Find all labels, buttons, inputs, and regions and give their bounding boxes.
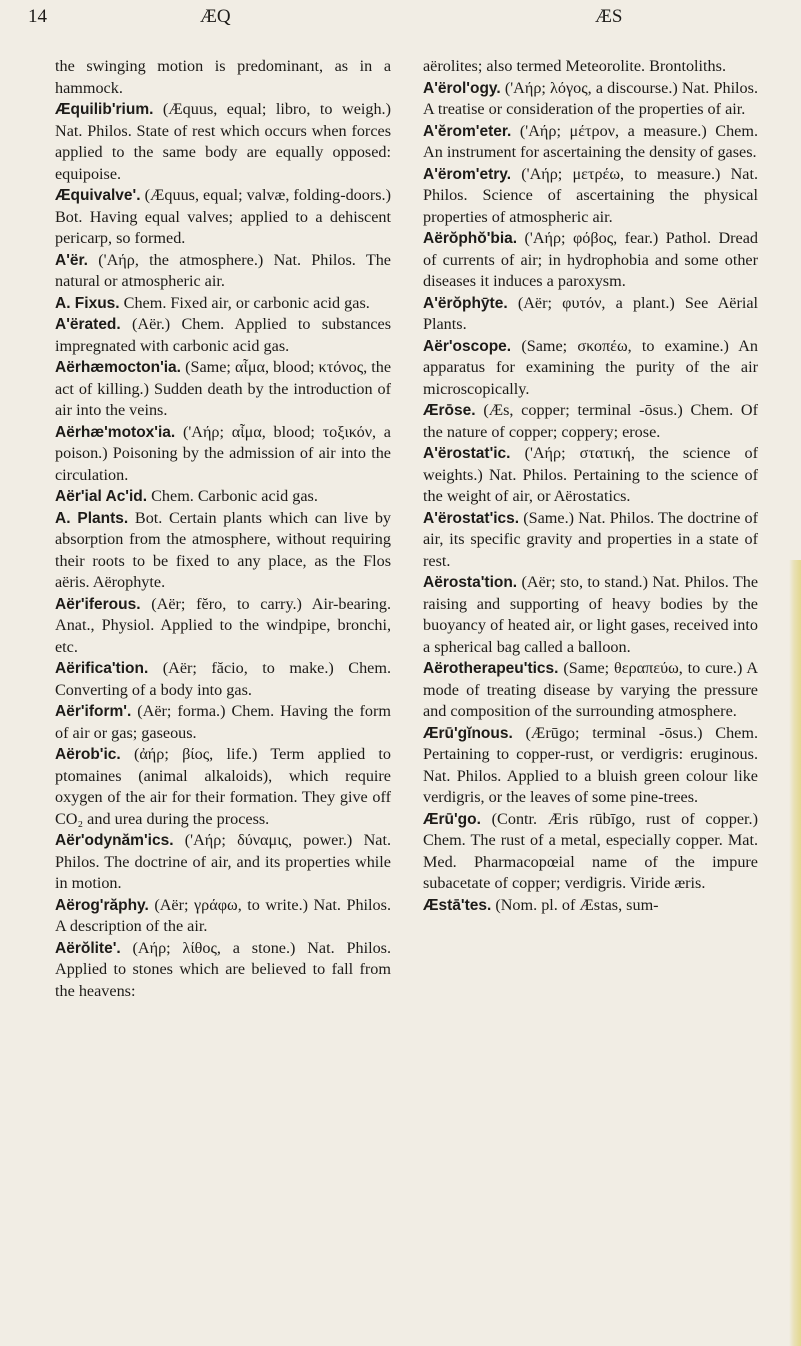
headword: Æquivalve'. bbox=[55, 187, 141, 204]
entry-text: (Aër; sto, to stand.) Nat. Philos. The raising and supporting of heavy bodies by the buoyancy of heated air, or light gases, received into a spherical bag called a balloon. bbox=[423, 573, 759, 656]
headword: Ærū'gĭnous. bbox=[423, 724, 513, 742]
entry-text: (Æquus, equal; valvæ, folding-doors.) Bot. Having equal valves; applied to a dehiscent pericarp, so formed. bbox=[55, 186, 391, 247]
headword: Aër'ial Ac'id. bbox=[55, 488, 148, 505]
entry-text: (Aër; γράφω, to write.) Nat. Philos. A description of the air. bbox=[55, 895, 391, 935]
right-column bbox=[423, 56, 758, 916]
entry-text: (Aήρ; λίθος, a stone.) Nat. Philos. Applied to stones which are believed to fall from the heavens: bbox=[55, 938, 392, 1000]
page-edge-shadow bbox=[789, 560, 801, 1346]
headword: Aër'iform'. bbox=[55, 703, 132, 720]
entry-text: ('Aήρ, the atmosphere.) Nat. Philos. The natural or atmospheric air. bbox=[55, 250, 391, 290]
entry-a-fixus bbox=[55, 293, 391, 315]
entry-aerostatics bbox=[423, 508, 758, 573]
entry-aerial-acid bbox=[55, 486, 391, 508]
entry-text: (Aër; forma.) Chem. Having the form of air or gas; gaseous. bbox=[55, 702, 391, 742]
headword: Ærōse. bbox=[423, 402, 476, 419]
entry-text: (Same; σκοπέω, to examine.) An apparatus for examining the purity of the air microscopically. bbox=[423, 336, 758, 398]
headword: Aërosta'tion. bbox=[423, 574, 518, 591]
entry-text: ('Aήρ; αἷμα, blood; τοξικόν, a poison.) Poisoning by the admission of air into the circulation. bbox=[55, 422, 391, 484]
entry-text: (Same.) Nat. Philos. The doctrine of air, its specific gravity and properties in a state of rest. bbox=[423, 508, 758, 570]
headword: Æstā'tes. bbox=[423, 896, 492, 914]
entry-text: (Aër.) Chem. Applied to substances impregnated with carbonic acid gas. bbox=[55, 315, 392, 355]
right-running-head: ÆS bbox=[595, 6, 623, 27]
headword: A'ërom'etry. bbox=[423, 165, 512, 183]
headword: A'ërŏphȳte. bbox=[423, 294, 508, 312]
headword: A'ërol'ogy. bbox=[423, 79, 501, 97]
entry-text: ('Aήρ; στατική, the science of weights.) Nat. Philos. Pertaining to the science of the weight of air, or Aërostatics. bbox=[423, 444, 759, 505]
headword: Aërifica'tion. bbox=[55, 660, 149, 677]
entry-aerometer bbox=[423, 121, 758, 164]
headword: A'ĕrom'eter. bbox=[423, 122, 512, 140]
entry-aerobic bbox=[55, 744, 391, 830]
entry-text: ('Aήρ; μετρέω, to measure.) Nat. Philos. Science of ascertaining the physical properties of atmospheric air. bbox=[423, 164, 759, 226]
entry-aestates bbox=[423, 895, 758, 917]
entry-text: ('Aήρ; μέτρον, a measure.) Chem. An instrument for ascertaining the density of gases. bbox=[423, 121, 758, 161]
entry-aerhaemoctonia bbox=[55, 357, 391, 422]
left-running-head: ÆQ bbox=[200, 6, 231, 27]
entry-text: (Æs, copper; terminal -ōsus.) Chem. Of the nature of copper; coppery; erose. bbox=[423, 401, 759, 441]
entry-text: (ἀήρ; βίος, life.) Term applied to ptomaines (animal alkaloids), which require oxygen of the air for their formation. They give off CO₂ and urea during the process. bbox=[55, 745, 391, 828]
headword: Aër'oscope. bbox=[423, 337, 512, 355]
headword: A. Plants. bbox=[55, 509, 129, 527]
entry-aerotherapeutics bbox=[423, 658, 758, 723]
entry-text: Chem. Fixed air, or carbonic acid gas. bbox=[123, 293, 370, 312]
headword: Aërhæ'motox'ia. bbox=[55, 423, 176, 441]
headword: A'ërostat'ic. bbox=[423, 445, 511, 462]
entry-text: (Ærūgo; terminal -ōsus.) Chem. Pertaining to copper-rust, or verdigris: eruginous. Nat. Philos. Applied to a bluish green colour like verdigris, or the leaves of some pine-trees. bbox=[423, 723, 759, 806]
entry-text: ('Aήρ; δύναμις, power.) Nat. Philos. The doctrine of air, and its properties while in motion. bbox=[55, 831, 391, 892]
entry-aerophobia bbox=[423, 228, 758, 293]
headword: Aërog'răphy. bbox=[55, 896, 149, 914]
entry-aerometry bbox=[423, 164, 758, 229]
headword: Aërhæmocton'ia. bbox=[55, 359, 181, 376]
entry-text: (Contr. Æris rūbīgo, rust of copper.) Chem. The rust of a metal, especially copper. Mat. Med. Pharmacopœial name of the impure subacetate of copper; verdigris. Viride æris. bbox=[423, 809, 758, 892]
headword: Æquilib'rium. bbox=[55, 101, 154, 118]
entry-aeriform bbox=[55, 701, 391, 744]
entry-text: ('Aήρ; λόγος, a discourse.) Nat. Philos. A treatise or consideration of the properties of air. bbox=[423, 78, 758, 118]
headword: Aërotherapeu'tics. bbox=[423, 660, 559, 677]
headword: A'ërostat'ics. bbox=[423, 509, 520, 527]
entry-text: the swinging motion is predominant, as in a hammock. bbox=[55, 57, 391, 97]
entry-text: Bot. Certain plants which can live by absorption from the atmosphere, without requiring their roots to be fixed to any place, as the Flos aëris. Aërophyte. bbox=[55, 508, 392, 591]
entry-aerated bbox=[55, 314, 391, 357]
page-number: 14 bbox=[28, 6, 47, 27]
entry-aequivalve bbox=[55, 185, 391, 250]
entry-aerugo bbox=[423, 809, 758, 895]
entry-text: (Same; αἷμα, blood; κτόνος, the act of killing.) Sudden death by the introduction of air into the veins. bbox=[55, 358, 392, 419]
entry-aerography bbox=[55, 895, 391, 938]
headword: Ærū'go. bbox=[423, 810, 481, 828]
entry-aerostation bbox=[423, 572, 758, 658]
entry-aerodynamics bbox=[55, 830, 391, 895]
headword: Aër'iferous. bbox=[55, 595, 141, 613]
entry-aeroscope bbox=[423, 336, 758, 401]
entry-aeriferous bbox=[55, 594, 391, 659]
entry-aerhaemotoxia bbox=[55, 422, 391, 487]
entry-text: (Æquus, equal; libro, to weigh.) Nat. Philos. State of rest which occurs when forces applied to the same body are equally opposed: equipoise. bbox=[55, 100, 391, 183]
entry-text: aërolites; also termed Meteorolite. Brontoliths. bbox=[423, 57, 726, 75]
entry-aerophyte bbox=[423, 293, 758, 336]
headword: A'ër. bbox=[55, 251, 88, 269]
entry-text: Chem. Carbonic acid gas. bbox=[151, 487, 318, 505]
headword: Aërob'ic. bbox=[55, 746, 121, 763]
headword: A. Fixus. bbox=[55, 294, 120, 312]
headword: Aërŏlite'. bbox=[55, 939, 121, 957]
left-column bbox=[55, 56, 391, 1002]
entry-text: (Same; θεραπεύω, to cure.) A mode of treating disease by varying the pressure and composition of the surrounding atmosphere. bbox=[423, 659, 759, 720]
entry-aeruginous bbox=[423, 723, 758, 809]
entry-aerose bbox=[423, 400, 758, 443]
entry-text: (Aër; făcio, to make.) Chem. Converting of a body into gas. bbox=[55, 659, 391, 699]
entry-text: ('Aήρ; φόβος, fear.) Pathol. Dread of currents of air; in hydrophobia and some other diseases it induces a paroxysm. bbox=[423, 229, 759, 290]
entry-text: (Aër; fĕro, to carry.) Air-bearing. Anat., Physiol. Applied to the windpipe, bronchi, etc. bbox=[55, 594, 391, 656]
entry-aerology bbox=[423, 78, 758, 121]
entry-a-plants bbox=[55, 508, 391, 594]
headword: Aër'odynăm'ics. bbox=[55, 832, 174, 849]
headword: Aërŏphŏ'bia. bbox=[423, 230, 518, 247]
entry-aer bbox=[55, 250, 391, 293]
entry-aerostatic bbox=[423, 443, 758, 508]
entry-aequilibrium bbox=[55, 99, 391, 185]
entry-aerolite bbox=[55, 938, 391, 1003]
headword: A'ërated. bbox=[55, 316, 121, 333]
entry-text: (Nom. pl. of Æstas, sum- bbox=[495, 895, 659, 914]
entry-text: (Aër; φυτόν, a plant.) See Aërial Plants. bbox=[423, 293, 759, 333]
entry-aerification bbox=[55, 658, 391, 701]
